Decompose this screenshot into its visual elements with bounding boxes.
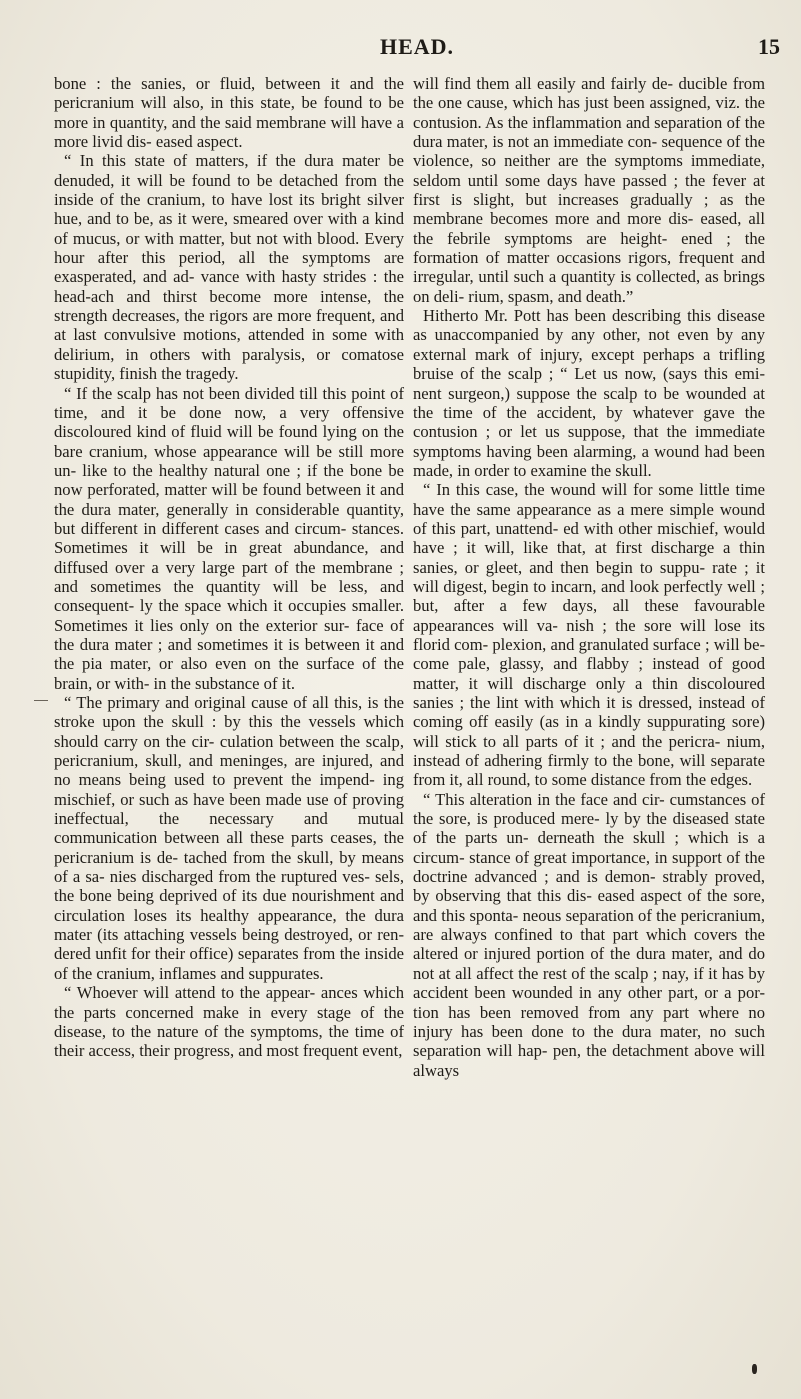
paragraph: bone : the sanies, or fluid, between it and the pericranium will also, in this state, be found to be more in quantity, and the said membrane will have a more livid dis- eased aspect. — [54, 74, 404, 152]
left-column — [54, 74, 404, 1061]
paragraph: will find them all easily and fairly de- ducible from the one cause, which has just been assigned, viz. the contusion. As the inflammation and separation of the dura mater, is not an immediate con- sequence of the violence, so neither are the symptoms immediate, seldom until some days have passed ; the fever at first is slight, but increases gradually ; as the membrane becomes more and more dis- eased, all the febrile symptoms are height- ened ; the formation of matter occasions rigors, frequent and irregular, until such a quantity is collected, as brings on deli- rium, spasm, and death.” — [413, 74, 765, 306]
paragraph: “ Whoever will attend to the appear- ances which the parts concerned make in every stage of the disease, to the nature of the symptoms, the time of their access, their progress, and most frequent event, — [54, 983, 404, 1061]
page-number: 15 — [758, 34, 780, 59]
paragraph: “ The primary and original cause of all this, is the stroke upon the skull : by this the vessels which should carry on the cir- culation between the scalp, pericranium, skull, and meninges, are injured, and no means being used to prevent the impend- ing mischief, or such as have been made use of proving ineffectual, the necessary and mutual communication between all these parts ceases, the pericranium is de- tached from the skull, by means of a sa- nies discharged from the ruptured ves- sels, the bone being deprived of its due nourishment and circulation loses its healthy appearance, the dura mater (its attaching vessels being destroyed, or ren- dered unfit for their office) separates from the inside of the cranium, inflames and suppurates. — [54, 693, 404, 983]
paragraph: “ If the scalp has not been divided till this point of time, and it be done now, a very offensive discoloured kind of fluid will be found lying on the bare cranium, whose appearance will be still more un- like to the healthy natural one ; if the bone be now perforated, matter will be found between it and the dura mater, generally in considerable quantity, but different in different cases and circum- stances. Sometimes it will be in great abundance, and diffused over a very large part of the membrane ; and sometimes the quantity will be less, and consequent- ly the space which it occupies smaller. Sometimes it lies only on the exterior sur- face of the dura mater ; and sometimes it is between it and the pia mater, or also even on the surface of the brain, or with- in the substance of it. — [54, 383, 404, 693]
paragraph: “ In this state of matters, if the dura mater be denuded, it will be found to be detached from the inside of the cranium, to have lost its bright silver hue, and to be, as it were, smeared over with a kind of mucus, or with matter, but not with blood. Every hour after this period, all the symptoms are exasperated, and ad- vance with hasty strides : the head-ach and thirst become more intense, the strength decreases, the rigors are more frequent, and at last convulsive motions, attended in some with delirium, in others with paralysis, or comatose stupidity, finish the tragedy. — [54, 151, 404, 384]
right-column — [413, 74, 765, 1080]
paragraph: “ This alteration in the face and cir- cumstances of the sore, is produced mere- ly by the diseased state of the parts un- derneath the skull ; which is a circum- stance of great importance, in support of the doctrine advanced ; and is demon- strably proved, by observing that this dis- eased aspect of the sore, and this sponta- neous separation of the pericranium, are always confined to that part which covers the altered or injured portion of the dura mater, and do not at all affect the rest of the scalp ; nay, if it has by accident been wounded in any other part, or a por- tion has been removed from any part where no injury has been done to the dura mater, no such separation will hap- pen, the detachment above will always — [413, 789, 765, 1080]
paragraph: Hitherto Mr. Pott has been describing this disease as unaccompanied by any other, not even by any external mark of injury, except perhaps a trifling bruise of the scalp ; “ Let us now, (says this emi- nent surgeon,) suppose the scalp to be wounded at the time of the accident, by whatever gave the contusion ; or let us suppose, that the immediate symptoms having been alarming, a wound had been made, in order to examine the skull. — [413, 306, 765, 480]
running-head: HEAD. — [380, 34, 455, 59]
ink-mark — [752, 1364, 757, 1374]
paragraph: “ In this case, the wound will for some little time have the same appearance as a mere simple wound of this part, unattend- ed with other mischief, would have ; it will, like that, at first discharge a thin sanies, or gleet, and then begin to suppu- rate ; it will digest, begin to incarn, and look perfectly well ; but, after a few days, all these favourable appearances will va- nish ; the sore will lose its florid com- plexion, and granulated surface ; will be- come pale, glassy, and flabby ; instead of good matter, it will discharge only a thin discoloured sanies ; the lint with which it is dressed, instead of coming off easily (as in a kindly suppurating sore) will stick to all parts of it ; and the pericra- nium, instead of adhering firmly to the bone, will separate from it, all round, to some distance from the edges. — [413, 480, 765, 790]
margin-mark — [34, 700, 48, 701]
